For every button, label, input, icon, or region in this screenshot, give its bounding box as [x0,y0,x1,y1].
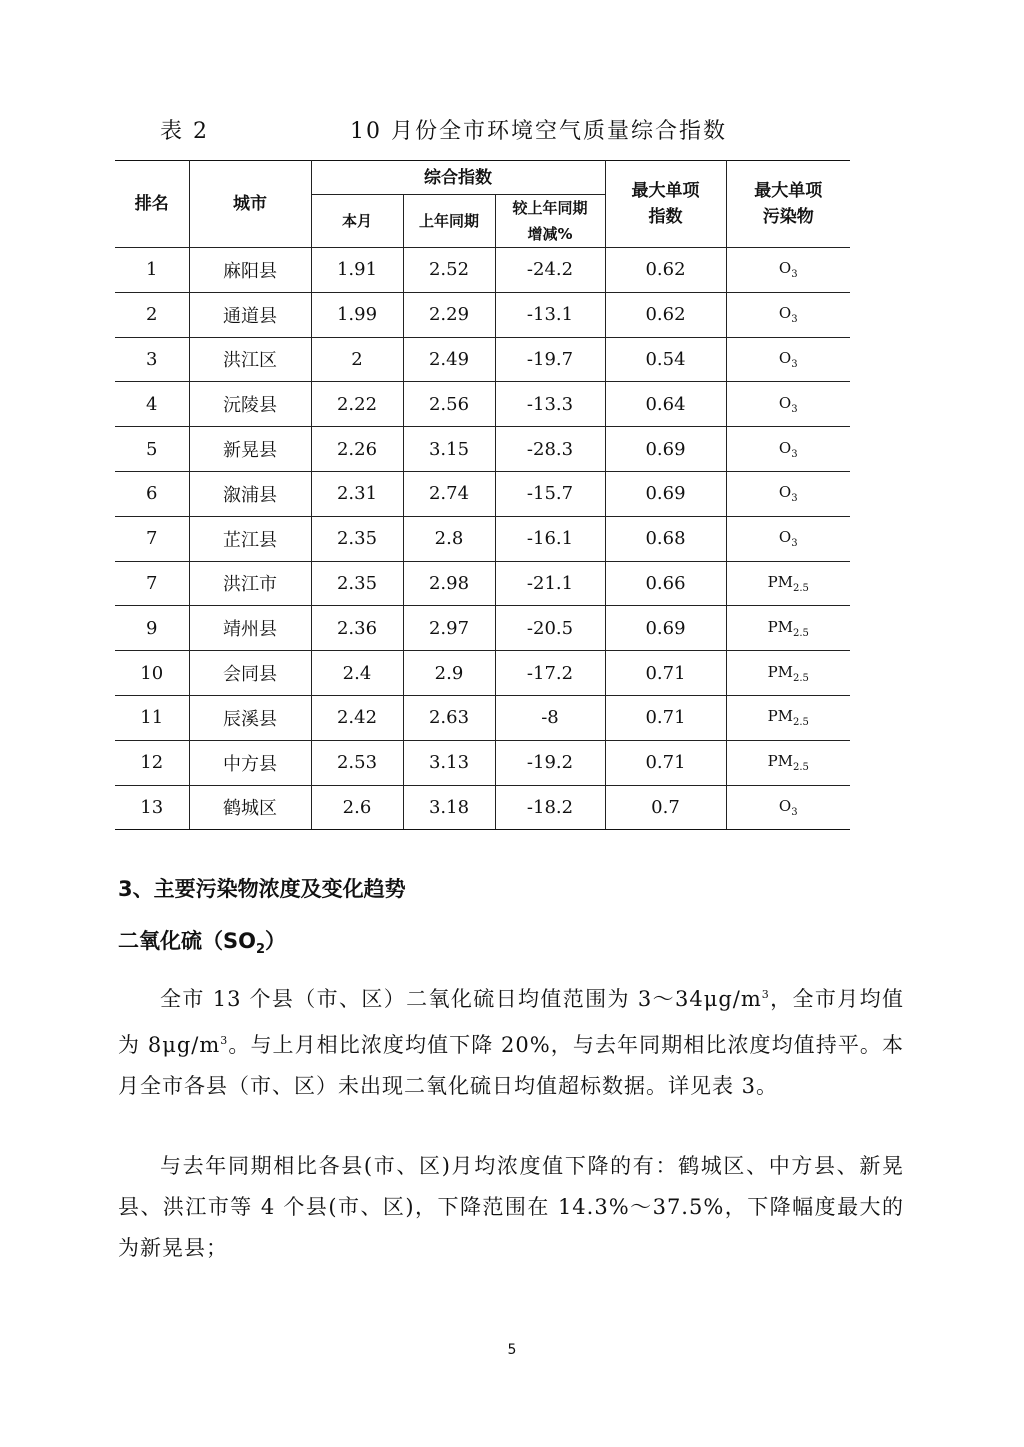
this-month-cell: 2.53 [311,740,403,785]
pollutant-cell [726,785,850,830]
pollutant-subscript: 3 [791,269,798,281]
pollutant-symbol: O [778,259,792,278]
city-cell: 鹤城区 [189,785,311,830]
rank-cell: 1 [115,248,189,293]
rank-cell: 10 [115,651,189,696]
header-last-year: 上年同期 [403,195,495,248]
last-year-cell: 2.52 [403,248,495,293]
change-cell: -13.3 [495,382,605,427]
pollutant-cell [726,516,850,561]
pollutant-subscript: 3 [791,806,798,818]
p1-text-2: ，全市月均值为 8μg/m [118,987,904,1057]
table-number: 表 2 [160,119,209,144]
max-index-cell: 0.69 [605,606,726,651]
p1-text-3: 。与上月相比浓度均值下降 20%，与去年同期相比浓度均值持平。本月全市各县（市、区）未出现二氧化硫日均值超标数据。详见表 3。 [118,1033,904,1098]
pollutant-cell [726,561,850,606]
max-index-cell: 0.69 [605,471,726,516]
max-index-cell: 0.54 [605,337,726,382]
city-cell: 靖州县 [189,606,311,651]
table-row [115,561,850,606]
change-cell: -16.1 [495,516,605,561]
header-change-line2: 增减% [527,225,573,243]
pollutant-subscript: 2.5 [793,717,809,729]
last-year-cell: 3.18 [403,785,495,830]
this-month-cell: 1.99 [311,292,403,337]
header-max-pollutant [726,161,850,248]
pollutant-cell [726,651,850,696]
table-body [115,248,850,830]
pollutant-cell [726,471,850,516]
this-month-cell: 2.26 [311,427,403,472]
header-composite: 综合指数 [311,161,605,195]
this-month-cell: 2.31 [311,471,403,516]
table-caption [160,112,880,152]
max-index-cell: 0.71 [605,740,726,785]
header-max-pollutant-line2: 污染物 [762,207,814,227]
table-row [115,427,850,472]
so2-heading [118,925,286,957]
rank-cell: 5 [115,427,189,472]
p1-sup-1: 3 [761,988,770,1001]
table-title: 10 月份全市环境空气质量综合指数 [350,119,727,144]
table-row [115,292,850,337]
pollutant-cell [726,606,850,651]
pollutant-symbol: PM [767,662,794,681]
pollutant-subscript: 3 [791,358,798,370]
pollutant-subscript: 3 [791,403,798,415]
pollutant-subscript: 3 [791,538,798,550]
last-year-cell: 2.29 [403,292,495,337]
last-year-cell: 3.13 [403,740,495,785]
air-quality-table [115,160,850,830]
max-index-cell: 0.62 [605,248,726,293]
pollutant-subscript: 3 [791,314,798,326]
p1-sup-2: 3 [220,1034,229,1047]
so2-heading-sub: 2 [255,942,266,958]
pollutant-symbol: O [778,438,792,457]
pollutant-symbol: O [778,393,792,412]
last-year-cell: 2.49 [403,337,495,382]
table-row [115,471,850,516]
change-cell: -24.2 [495,248,605,293]
rank-cell: 12 [115,740,189,785]
pollutant-subscript: 2.5 [793,582,809,594]
rank-cell: 3 [115,337,189,382]
rank-cell: 6 [115,471,189,516]
this-month-cell: 2.36 [311,606,403,651]
page-number: 5 [507,1342,517,1358]
pollutant-cell [726,337,850,382]
last-year-cell: 2.97 [403,606,495,651]
change-cell: -19.2 [495,740,605,785]
rank-cell: 9 [115,606,189,651]
table-row [115,606,850,651]
table-row [115,248,850,293]
max-index-cell: 0.62 [605,292,726,337]
pollutant-symbol: PM [767,572,794,591]
pollutant-subscript: 3 [791,493,798,505]
this-month-cell: 1.91 [311,248,403,293]
change-cell: -15.7 [495,471,605,516]
so2-heading-suffix: ） [265,929,287,953]
table-row [115,695,850,740]
pollutant-cell [726,740,850,785]
change-cell: -28.3 [495,427,605,472]
pollutant-symbol: PM [767,617,794,636]
city-cell: 溆浦县 [189,471,311,516]
table-row [115,337,850,382]
change-cell: -18.2 [495,785,605,830]
table-row [115,651,850,696]
this-month-cell: 2.6 [311,785,403,830]
table-row [115,740,850,785]
pollutant-symbol: O [778,796,792,815]
rank-cell: 7 [115,561,189,606]
city-cell: 通道县 [189,292,311,337]
change-cell: -17.2 [495,651,605,696]
city-cell: 中方县 [189,740,311,785]
pollutant-symbol: O [778,528,792,547]
max-index-cell: 0.71 [605,651,726,696]
paragraph-so2-decrease: 与去年同期相比各县(市、区)月均浓度值下降的有：鹤城区、中方县、新晃县、洪江市等 4 个县(市、区)，下降范围在 14.3%～37.5%，下降幅度最大的为新晃县； [118,1154,904,1260]
city-cell: 洪江市 [189,561,311,606]
pollutant-symbol: PM [767,707,794,726]
this-month-cell: 2.35 [311,516,403,561]
pollutant-cell [726,248,850,293]
last-year-cell: 2.74 [403,471,495,516]
pollutant-subscript: 3 [791,448,798,460]
paragraph-so2-range [118,974,904,1107]
city-cell: 沅陵县 [189,382,311,427]
change-cell: -21.1 [495,561,605,606]
city-cell: 麻阳县 [189,248,311,293]
section-heading: 3、主要污染物浓度及变化趋势 [118,877,406,901]
this-month-cell: 2 [311,337,403,382]
table-row [115,382,850,427]
header-max-index-line1: 最大单项 [631,181,700,201]
pollutant-symbol: O [778,483,792,502]
pollutant-subscript: 2.5 [793,672,809,684]
header-rank: 排名 [115,161,189,248]
p1-text-1: 全市 13 个县（市、区）二氧化硫日均值范围为 3～34μg/m [160,987,762,1011]
change-cell: -8 [495,695,605,740]
rank-cell: 7 [115,516,189,561]
this-month-cell: 2.42 [311,695,403,740]
table-row [115,516,850,561]
rank-cell: 4 [115,382,189,427]
so2-heading-prefix: 二氧化硫（SO [118,929,256,953]
header-max-index [605,161,726,248]
rank-cell: 2 [115,292,189,337]
header-row [115,161,850,195]
max-index-cell: 0.7 [605,785,726,830]
this-month-cell: 2.35 [311,561,403,606]
city-cell: 洪江区 [189,337,311,382]
last-year-cell: 2.56 [403,382,495,427]
rank-cell: 11 [115,695,189,740]
rank-cell: 13 [115,785,189,830]
pollutant-subscript: 2.5 [793,627,809,639]
header-max-index-line2: 指数 [648,207,683,227]
pollutant-cell [726,292,850,337]
change-cell: -13.1 [495,292,605,337]
last-year-cell: 2.98 [403,561,495,606]
max-index-cell: 0.69 [605,427,726,472]
header-max-pollutant-line1: 最大单项 [754,181,823,201]
this-month-cell: 2.22 [311,382,403,427]
header-city: 城市 [189,161,311,248]
last-year-cell: 3.15 [403,427,495,472]
table-row [115,785,850,830]
max-index-cell: 0.64 [605,382,726,427]
city-cell: 会同县 [189,651,311,696]
last-year-cell: 2.9 [403,651,495,696]
last-year-cell: 2.63 [403,695,495,740]
city-cell: 辰溪县 [189,695,311,740]
last-year-cell: 2.8 [403,516,495,561]
city-cell: 新晃县 [189,427,311,472]
pollutant-cell [726,382,850,427]
max-index-cell: 0.71 [605,695,726,740]
max-index-cell: 0.68 [605,516,726,561]
this-month-cell: 2.4 [311,651,403,696]
change-cell: -19.7 [495,337,605,382]
pollutant-subscript: 2.5 [793,762,809,774]
city-cell: 芷江县 [189,516,311,561]
pollutant-symbol: PM [767,752,794,771]
change-cell: -20.5 [495,606,605,651]
header-this-month: 本月 [311,195,403,248]
pollutant-symbol: O [778,348,792,367]
pollutant-cell [726,695,850,740]
max-index-cell: 0.66 [605,561,726,606]
header-change-line1: 较上年同期 [512,199,588,217]
pollutant-cell [726,427,850,472]
pollutant-symbol: O [778,304,792,323]
header-change [495,195,605,248]
